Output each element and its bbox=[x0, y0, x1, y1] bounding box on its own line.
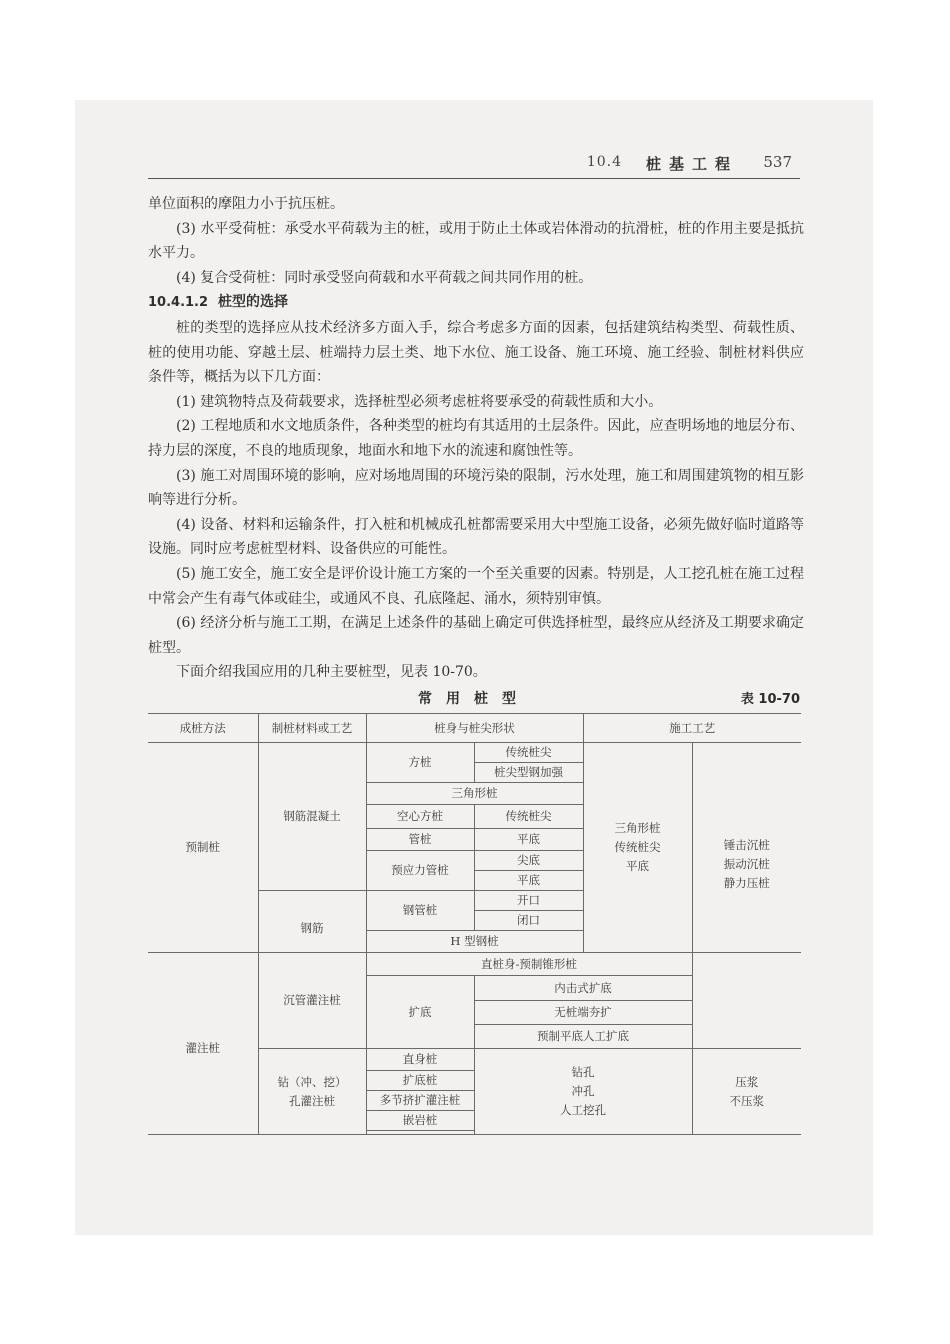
material-casing: 沉管灌注桩 bbox=[258, 953, 366, 1049]
paragraph: 下面介绍我国应用的几种主要桩型，见表 10-70。 bbox=[176, 664, 487, 681]
paragraph: (4) 复合受荷桩：同时承受竖向荷载和水平荷载之间共同作用的桩。 bbox=[176, 269, 593, 286]
header-chapter-title: 桩基工程 bbox=[645, 155, 738, 173]
tip-steel-reinforced: 桩尖型钢加强 bbox=[474, 763, 583, 783]
table-number: 表 10-70 bbox=[740, 692, 800, 707]
shape-hollow-square: 空心方桩 bbox=[366, 805, 474, 829]
material-bored: 钻（冲、挖） 孔灌注桩 bbox=[258, 1049, 366, 1135]
process-boring: 钻孔 冲孔 人工挖孔 bbox=[474, 1049, 692, 1135]
table-header-row bbox=[148, 714, 801, 743]
table-row bbox=[148, 953, 801, 976]
process-inner-enlarged: 内击式扩底 bbox=[474, 976, 692, 1001]
paragraph: (5) 施工安全，施工安全是评价设计施工方案的一个至关重要的因素。特别是，人工挖孔桩在施工过程中常会产生有毒气体或硅尘，或通风不良、孔底隆起、涌水，须特别审慎。 bbox=[148, 565, 804, 607]
tip-open-end: 开口 bbox=[474, 891, 583, 911]
shape-h-pile: H 型钢桩 bbox=[366, 931, 583, 953]
subsection-number: 10.4.1.2 bbox=[148, 295, 209, 311]
tip-flat-bottom: 平底 bbox=[474, 829, 583, 851]
paragraph: 单位面积的摩阻力小于抗压桩。 bbox=[148, 196, 344, 212]
method-precast: 预制桩 bbox=[148, 743, 258, 953]
empty-cell bbox=[366, 1131, 474, 1135]
pile-types-table bbox=[148, 713, 801, 1135]
subsection-heading bbox=[148, 290, 804, 316]
tip-pointed-bottom: 尖底 bbox=[474, 851, 583, 871]
material-reinforced-concrete: 钢筋混凝土 bbox=[258, 743, 366, 891]
shape-straight-cone: 直桩身-预制锥形桩 bbox=[366, 953, 692, 976]
shape-enlarged-pile: 扩底桩 bbox=[366, 1071, 474, 1091]
subsection-title: 桩型的选择 bbox=[218, 294, 289, 311]
shape-rock-socketed: 嵌岩桩 bbox=[366, 1111, 474, 1131]
page-number: 537 bbox=[763, 153, 792, 171]
material-steel: 钢筋 bbox=[258, 891, 366, 953]
column-header: 制桩材料或工艺 bbox=[258, 714, 366, 743]
process-precast-tips: 三角形桩 传统桩尖 平底 bbox=[583, 743, 692, 953]
tip-closed-end: 闭口 bbox=[474, 911, 583, 931]
running-header bbox=[148, 148, 800, 179]
shape-triangle: 三角形桩 bbox=[366, 783, 583, 805]
tip-traditional: 传统桩尖 bbox=[474, 805, 583, 829]
tip-traditional: 传统桩尖 bbox=[474, 743, 583, 763]
header-section-number: 10.4 bbox=[586, 154, 622, 170]
process-driving-methods: 锤击沉桩 振动沉桩 静力压桩 bbox=[692, 743, 801, 953]
shape-enlarged-base: 扩底 bbox=[366, 976, 474, 1049]
column-header: 成桩方法 bbox=[148, 714, 258, 743]
empty-cell bbox=[692, 953, 801, 1049]
process-grouting: 压浆 不压浆 bbox=[692, 1049, 801, 1135]
body-text bbox=[148, 192, 804, 685]
paragraph: (2) 工程地质和水文地质条件，各种类型的桩均有其适用的土层条件。因此，应查明场地的地层分布、持力层的深度，不良的地质现象，地面水和地下水的流速和腐蚀性等。 bbox=[148, 418, 804, 459]
tip-flat-bottom: 平底 bbox=[474, 871, 583, 891]
shape-square-pile: 方桩 bbox=[366, 743, 474, 783]
paragraph: (1) 建筑物特点及荷载要求，选择桩型必须考虑桩将要承受的荷载性质和大小。 bbox=[176, 393, 663, 410]
shape-multi-section: 多节挤扩灌注桩 bbox=[366, 1091, 474, 1111]
shape-prestressed-tube: 预应力管桩 bbox=[366, 851, 474, 891]
table-caption bbox=[148, 688, 800, 710]
shape-tube-pile: 管桩 bbox=[366, 829, 474, 851]
process-precast-flat: 预制平底人工扩底 bbox=[474, 1025, 692, 1049]
table-title: 常用桩型 bbox=[418, 691, 530, 707]
paragraph: (6) 经济分析与施工工期，在满足上述条件的基础上确定可供选择桩型，最终应从经济及工期要求确定桩型。 bbox=[148, 615, 804, 656]
method-cast-in-place: 灌注桩 bbox=[148, 953, 258, 1135]
process-no-end-enlarged: 无桩端夯扩 bbox=[474, 1001, 692, 1025]
table-row bbox=[148, 743, 801, 763]
shape-straight-body: 直身桩 bbox=[366, 1049, 474, 1071]
paragraph: (3) 施工对周围环境的影响，应对场地周围的环境污染的限制，污水处理，施工和周围建筑物的相互影响等进行分析。 bbox=[148, 467, 804, 509]
column-header: 桩身与桩尖形状 bbox=[366, 714, 583, 743]
paragraph: 桩的类型的选择应从技术经济多方面入手，综合考虑多方面的因素，包括建筑结构类型、荷载性质、桩的使用功能、穿越土层、桩端持力层土类、地下水位、施工设备、施工环境、施工经验、制桩材料供应条件等，概括为以下几方面： bbox=[148, 319, 804, 386]
paragraph: (3) 水平受荷桩：承受水平荷载为主的桩，或用于防止土体或岩体滑动的抗滑桩，桩的作用主要是抵抗水平力。 bbox=[148, 220, 804, 262]
shape-steel-pipe: 钢管桩 bbox=[366, 891, 474, 931]
column-header: 施工工艺 bbox=[583, 714, 801, 743]
paragraph: (4) 设备、材料和运输条件，打入桩和机械成孔桩都需要采用大中型施工设备，必须先做好临时道路等设施。同时应考虑桩型材料、设备供应的可能性。 bbox=[148, 516, 804, 558]
